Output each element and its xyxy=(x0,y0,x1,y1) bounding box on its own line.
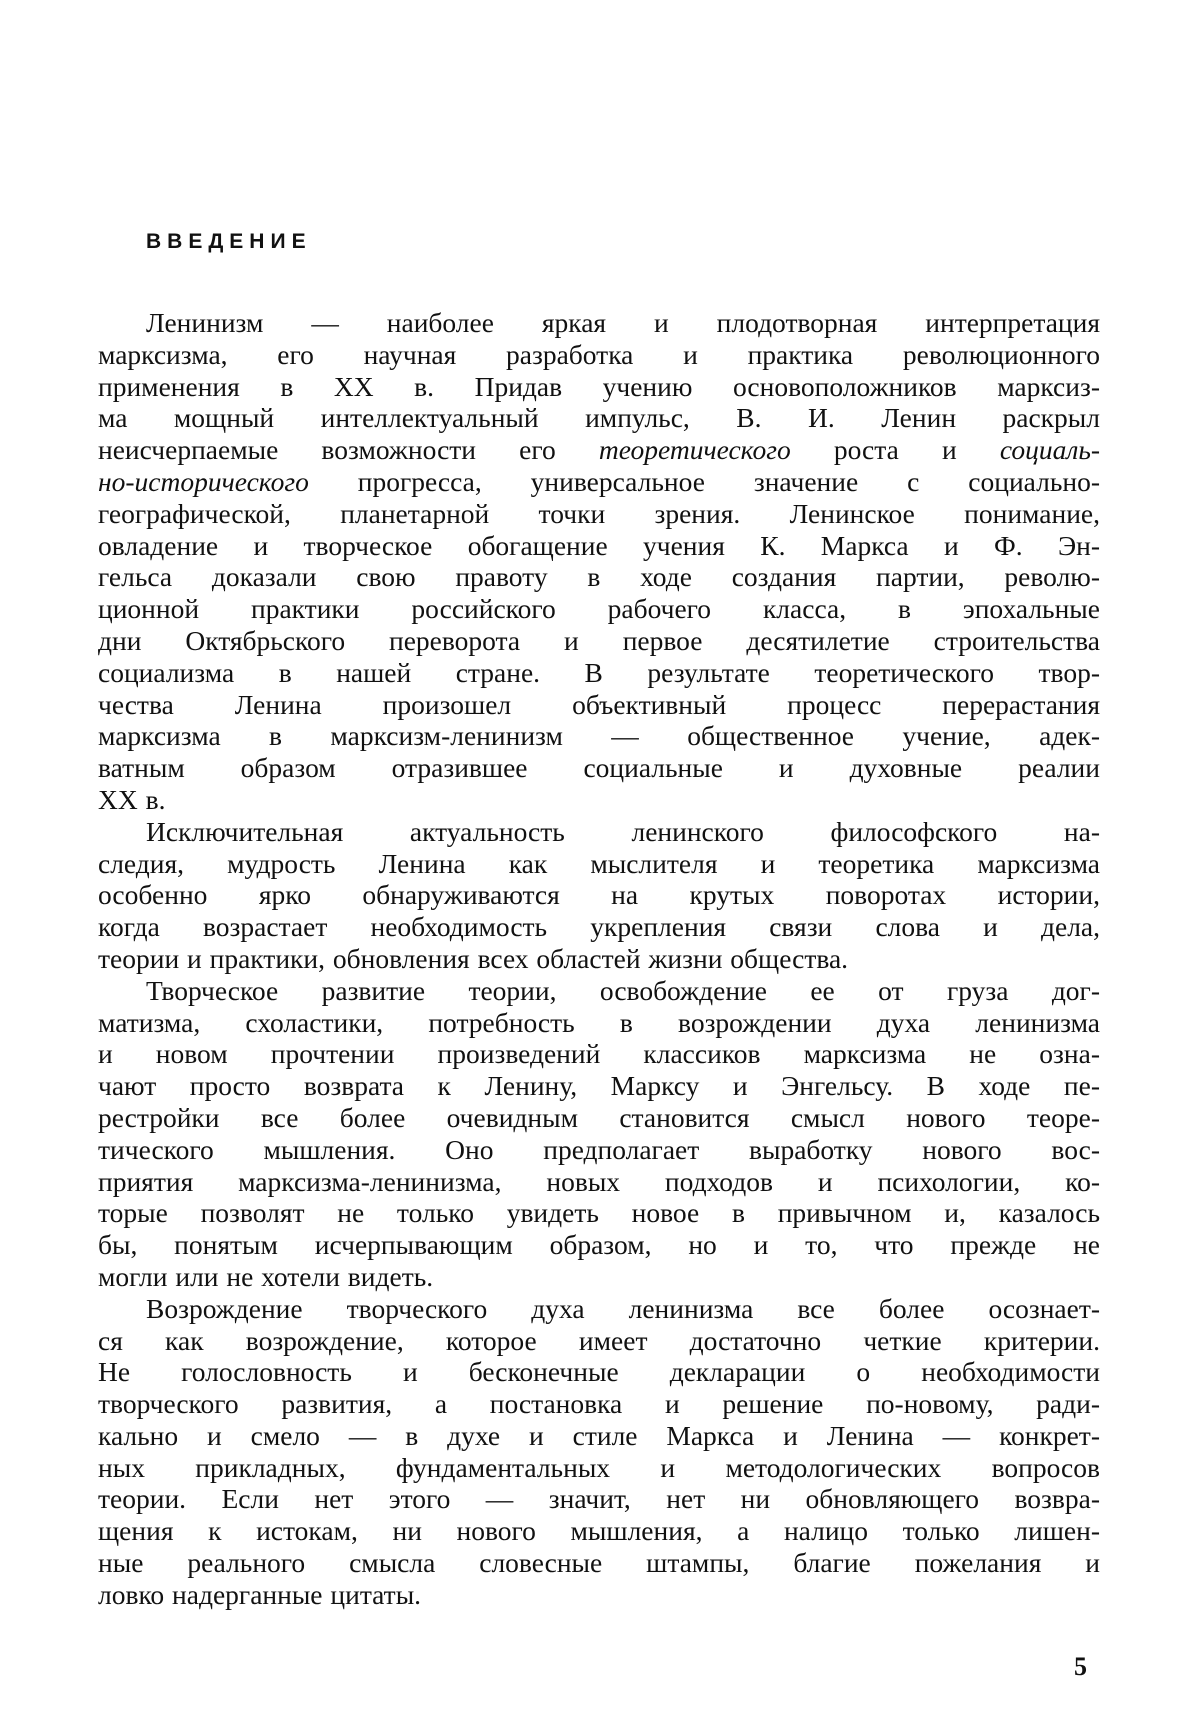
text-run: дни Октябрьского переворота и первое десятилетие строительства xyxy=(98,625,1100,656)
text-run: ных прикладных, фундаментальных и методологических вопросов xyxy=(98,1452,1100,1483)
text-line xyxy=(98,1197,1100,1229)
text-run: следия, мудрость Ленина как мыслителя и теоретика марксизма xyxy=(98,848,1100,879)
text-run: ма мощный интеллектуальный импульс, В. И. Ленин раскрыл xyxy=(98,402,1100,433)
text-line xyxy=(98,943,1100,975)
text-line xyxy=(98,307,1100,339)
text-run: щения к истокам, ни нового мышления, а налицо только лишен- xyxy=(98,1515,1100,1546)
book-page xyxy=(0,0,1200,1719)
text-line xyxy=(98,1038,1100,1070)
text-line xyxy=(98,1070,1100,1102)
page-number: 5 xyxy=(1074,1652,1087,1682)
text-line xyxy=(98,784,1100,816)
text-line xyxy=(98,816,1100,848)
text-line xyxy=(98,1356,1100,1388)
text-line xyxy=(98,720,1100,752)
body-text xyxy=(98,307,1100,1611)
text-line xyxy=(98,1134,1100,1166)
text-run: ционной практики российского рабочего класса, в эпохальные xyxy=(98,593,1100,624)
text-run: Возрождение творческого духа ленинизма все более осознает- xyxy=(146,1293,1100,1324)
text-run: марксизма, его научная разработка и практика революционного xyxy=(98,339,1100,370)
text-line xyxy=(98,1420,1100,1452)
text-line xyxy=(98,498,1100,530)
chapter-heading: ВВЕДЕНИЕ xyxy=(146,230,312,254)
emphasis-run: но-исторического xyxy=(98,466,309,497)
text-run: матизма, схоластики, потребность в возрождении духа ленинизма xyxy=(98,1007,1100,1038)
text-line xyxy=(98,689,1100,721)
text-run: теории и практики, обновления всех областей жизни общества. xyxy=(98,943,848,974)
text-line xyxy=(98,530,1100,562)
text-run: приятия марксизма-ленинизма, новых подходов и психологии, ко- xyxy=(98,1166,1100,1197)
text-line xyxy=(98,975,1100,1007)
text-line xyxy=(98,1388,1100,1420)
text-line xyxy=(98,1261,1100,1293)
text-run: Творческое развитие теории, освобождение ее от груза дог- xyxy=(146,975,1100,1006)
text-run: географической, планетарной точки зрения. Ленинское понимание, xyxy=(98,498,1100,529)
text-line xyxy=(98,1515,1100,1547)
text-run: тического мышления. Оно предполагает выработку нового вос- xyxy=(98,1134,1100,1165)
text-run: чают просто возврата к Ленину, Марксу и Энгельсу. В ходе пе- xyxy=(98,1070,1100,1101)
text-run: прогресса, универсальное значение с социально- xyxy=(309,466,1100,497)
text-run: социализма в нашей стране. В результате теоретического твор- xyxy=(98,657,1100,688)
text-run: XX в. xyxy=(98,784,165,815)
text-line xyxy=(98,1229,1100,1261)
text-run: ные реального смысла словесные штампы, благие пожелания и xyxy=(98,1547,1100,1578)
text-line xyxy=(98,1102,1100,1134)
text-run: марксизма в марксизм-ленинизм — общественное учение, адек- xyxy=(98,720,1100,751)
text-line xyxy=(98,561,1100,593)
paragraph xyxy=(98,975,1100,1293)
text-run: ся как возрождение, которое имеет достаточно четкие критерии. xyxy=(98,1325,1100,1356)
text-line xyxy=(98,593,1100,625)
text-run: ловко надерганные цитаты. xyxy=(98,1579,421,1610)
paragraph xyxy=(98,1293,1100,1611)
text-run: гельса доказали свою правоту в ходе создания партии, револю- xyxy=(98,561,1100,592)
emphasis-run: социаль- xyxy=(1000,434,1100,465)
text-run: ватным образом отразившее социальные и духовные реалии xyxy=(98,752,1100,783)
text-line xyxy=(98,1166,1100,1198)
text-line xyxy=(98,402,1100,434)
text-line xyxy=(98,1325,1100,1357)
text-line xyxy=(98,879,1100,911)
text-run: кально и смело — в духе и стиле Маркса и Ленина — конкрет- xyxy=(98,1420,1100,1451)
text-run: Исключительная актуальность ленинского философского на- xyxy=(146,816,1100,847)
text-run: когда возрастает необходимость укрепления связи слова и дела, xyxy=(98,911,1100,942)
text-line xyxy=(98,1483,1100,1515)
emphasis-run: теоретического xyxy=(599,434,791,465)
text-run: неисчерпаемые возможности его xyxy=(98,434,599,465)
text-run: особенно ярко обнаруживаются на крутых поворотах истории, xyxy=(98,879,1100,910)
text-line xyxy=(98,911,1100,943)
text-line xyxy=(98,625,1100,657)
paragraph xyxy=(98,307,1100,816)
paragraph xyxy=(98,816,1100,975)
text-run: Ленинизм — наиболее яркая и плодотворная интерпретация xyxy=(146,307,1100,338)
text-run: могли или не хотели видеть. xyxy=(98,1261,433,1292)
text-run: творческого развития, а постановка и решение по-новому, ради- xyxy=(98,1388,1100,1419)
text-run: рестройки все более очевидным становится смысл нового теоре- xyxy=(98,1102,1100,1133)
text-run: чества Ленина произошел объективный процесс перерастания xyxy=(98,689,1100,720)
text-run: и новом прочтении произведений классиков марксизма не озна- xyxy=(98,1038,1100,1069)
text-line xyxy=(98,1579,1100,1611)
text-run: применения в XX в. Придав учению основоположников марксиз- xyxy=(98,371,1100,402)
text-run: овладение и творческое обогащение учения К. Маркса и Ф. Эн- xyxy=(98,530,1100,561)
text-run: Не голословность и бесконечные декларации о необходимости xyxy=(98,1356,1100,1387)
text-line xyxy=(98,434,1100,466)
text-run: бы, понятым исчерпывающим образом, но и то, что прежде не xyxy=(98,1229,1100,1260)
text-line xyxy=(98,1293,1100,1325)
text-run: теории. Если нет этого — значит, нет ни обновляющего возвра- xyxy=(98,1483,1100,1514)
text-line xyxy=(98,1007,1100,1039)
text-line xyxy=(98,466,1100,498)
text-run: роста и xyxy=(791,434,1000,465)
text-run: торые позволят не только увидеть новое в привычном и, казалось xyxy=(98,1197,1100,1228)
text-line xyxy=(98,371,1100,403)
text-line xyxy=(98,657,1100,689)
text-line xyxy=(98,1452,1100,1484)
text-line xyxy=(98,1547,1100,1579)
text-line xyxy=(98,339,1100,371)
text-line xyxy=(98,848,1100,880)
text-line xyxy=(98,752,1100,784)
